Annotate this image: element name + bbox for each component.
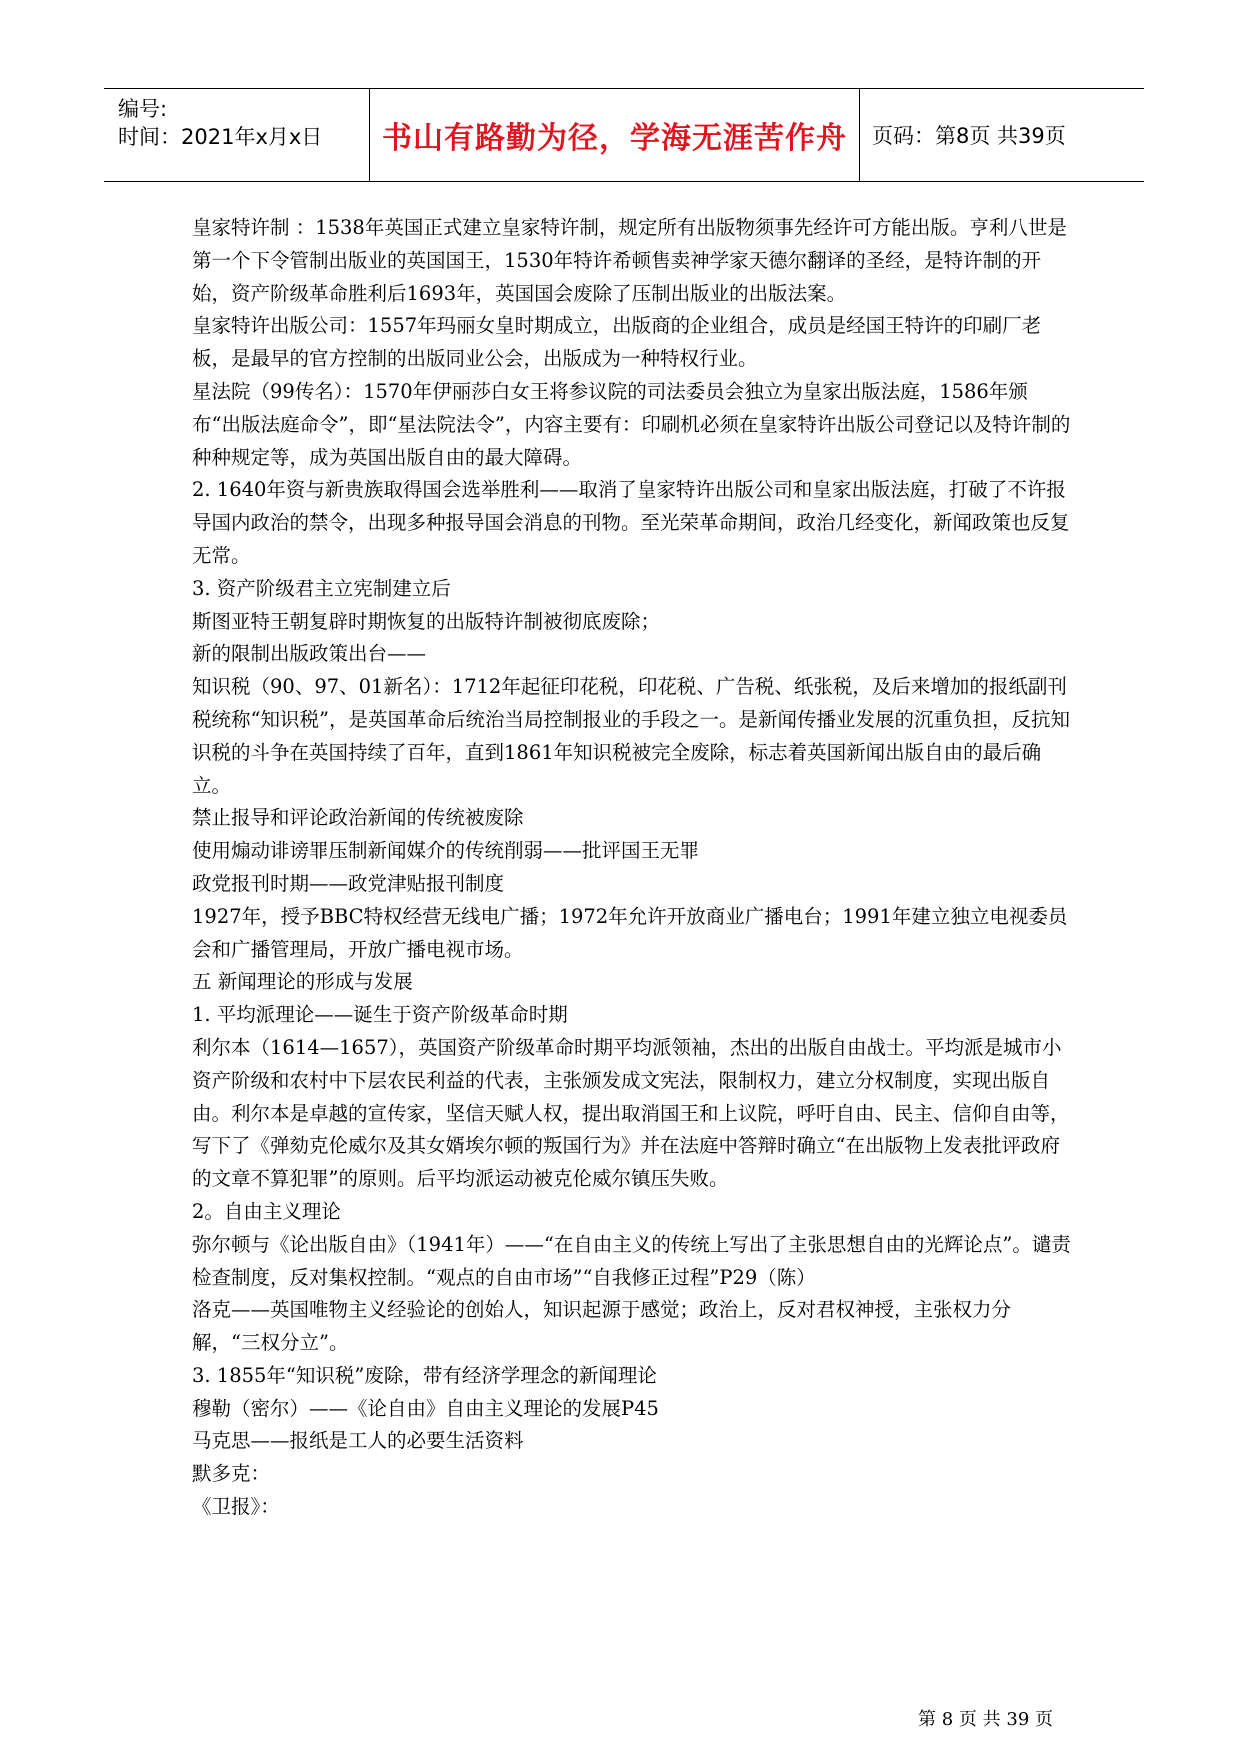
document-body — [192, 212, 1072, 1524]
paragraph-milton: 弥尔顿与《论出版自由》（1941年）——“在自由主义的传统上写出了主张思想自由的光辉论点”。谴责检查制度，反对集权控制。“观点的自由市场”“自我修正过程”P29（陈） — [192, 1232, 1071, 1289]
header-page-info: 页码：第8页 共39页 — [872, 124, 1066, 148]
paragraph-party-press: 政党报刊时期——政党津贴报刊制度 — [192, 871, 505, 895]
paragraph-guardian: 《卫报》： — [192, 1495, 280, 1519]
paragraph-stuart-restoration: 斯图亚特王朝复辟时期恢复的出版特许制被彻底废除； — [192, 609, 661, 633]
paragraph-libel-weakened: 使用煽动诽谤罪压制新闻媒介的传统削弱——批评国王无罪 — [192, 839, 700, 863]
paragraph-ban-abolished: 禁止报导和评论政治新闻的传统被废除 — [192, 806, 524, 830]
paragraph-marx: 马克思——报纸是工人的必要生活资料 — [192, 1429, 524, 1453]
page-header — [104, 88, 1144, 182]
paragraph-constitutional-monarchy: 3. 资产阶级君主立宪制建立后 — [192, 576, 451, 600]
paragraph-murdoch: 默多克： — [192, 1462, 271, 1486]
page-footer: 第 8 页 共 39 页 — [918, 1709, 1053, 1730]
paragraph-liberalism: 2。自由主义理论 — [192, 1199, 341, 1223]
header-divider-right — [859, 89, 860, 181]
paragraph-1855: 3. 1855年“知识税”废除，带有经济学理念的新闻理论 — [192, 1363, 657, 1387]
paragraph-stationers-company: 皇家特许出版公司：1557年玛丽女皇时期成立，出版商的企业组合，成员是经国王特许的印刷厂老板，是最早的官方控制的出版同业公会，出版成为一种特权行业。 — [192, 314, 1042, 371]
section-heading-news-theory: 五 新闻理论的形成与发展 — [192, 970, 413, 994]
document-time-label: 时间：2021年x月x日 — [118, 125, 323, 149]
paragraph-lilburne: 利尔本（1614—1657），英国资产阶级革命时期平均派领袖，杰出的出版自由战士。平均派是城市小资产阶级和农村中下层农民利益的代表，主张颁发成文宪法，限制权力，建立分权制度，实现出版自由。利尔本是卓越的宣传家，坚信天赋人权，提出取消国王和上议院，呼吁自由、民主、信仰自由等，写下了《弹劾克伦威尔及其女婿埃尔顿的叛国行为》并在法庭中答辩时确立“在出版物上发表批评政府的文章不算犯罪”的原则。后平均派运动被克伦威尔镇压失败。 — [192, 1035, 1070, 1191]
header-motto: 书山有路勤为径，学海无涯苦作舟 — [382, 121, 847, 156]
paragraph-broadcasting: 1927年，授予BBC特权经营无线电广播；1972年允许开放商业广播电台；1991年建立独立电视委员会和广播管理局，开放广播电视市场。 — [192, 904, 1068, 961]
paragraph-royal-patent: 皇家特许制 ：1538年英国正式建立皇家特许制，规定所有出版物须事先经许可方能出版。亨利八世是第一个下令管制出版业的英国国王，1530年特许希顿售卖神学家天德尔翻译的圣经，是特许制的开始，资产阶级革命胜利后1693年，英国国会废除了压制出版业的出版法案。 — [192, 216, 1067, 305]
paragraph-1640: 2. 1640年资与新贵族取得国会选举胜利——取消了皇家特许出版公司和皇家出版法庭，打破了不许报导国内政治的禁令，出现多种报导国会消息的刊物。至光荣革命期间，政治几经变化，新闻政策也反复无常。 — [192, 478, 1070, 567]
paragraph-mill: 穆勒（密尔）——《论自由》自由主义理论的发展P45 — [192, 1396, 659, 1420]
paragraph-new-restrictions: 新的限制出版政策出台—— — [192, 642, 427, 666]
paragraph-levellers-theory: 1. 平均派理论——诞生于资产阶级革命时期 — [192, 1003, 568, 1027]
document-number-label: 编号: — [118, 97, 168, 121]
paragraph-star-chamber: 星法院（99传名）：1570年伊丽莎白女王将参议院的司法委员会独立为皇家出版法庭，1586年颁布“出版法庭命令”，即“星法院法令”，内容主要有：印刷机必须在皇家特许出版公司登记以及特许制的种种规定等，成为英国出版自由的最大障碍。 — [192, 379, 1071, 469]
paragraph-locke: 洛克——英国唯物主义经验论的创始人，知识起源于感觉；政治上，反对君权神授，主张权力分解，“三权分立”。 — [192, 1298, 1012, 1355]
paragraph-knowledge-tax: 知识税（90、97、01新名）：1712年起征印花税，印花税、广告税、纸张税，及后来增加的报纸副刊税统称“知识税”，是英国革命后统治当局控制报业的手段之一。是新闻传播业发展的沉重负担，反抗知识税的斗争在英国持续了百年，直到1861年知识税被完全废除，标志着英国新闻出版自由的最后确立。 — [192, 675, 1070, 797]
